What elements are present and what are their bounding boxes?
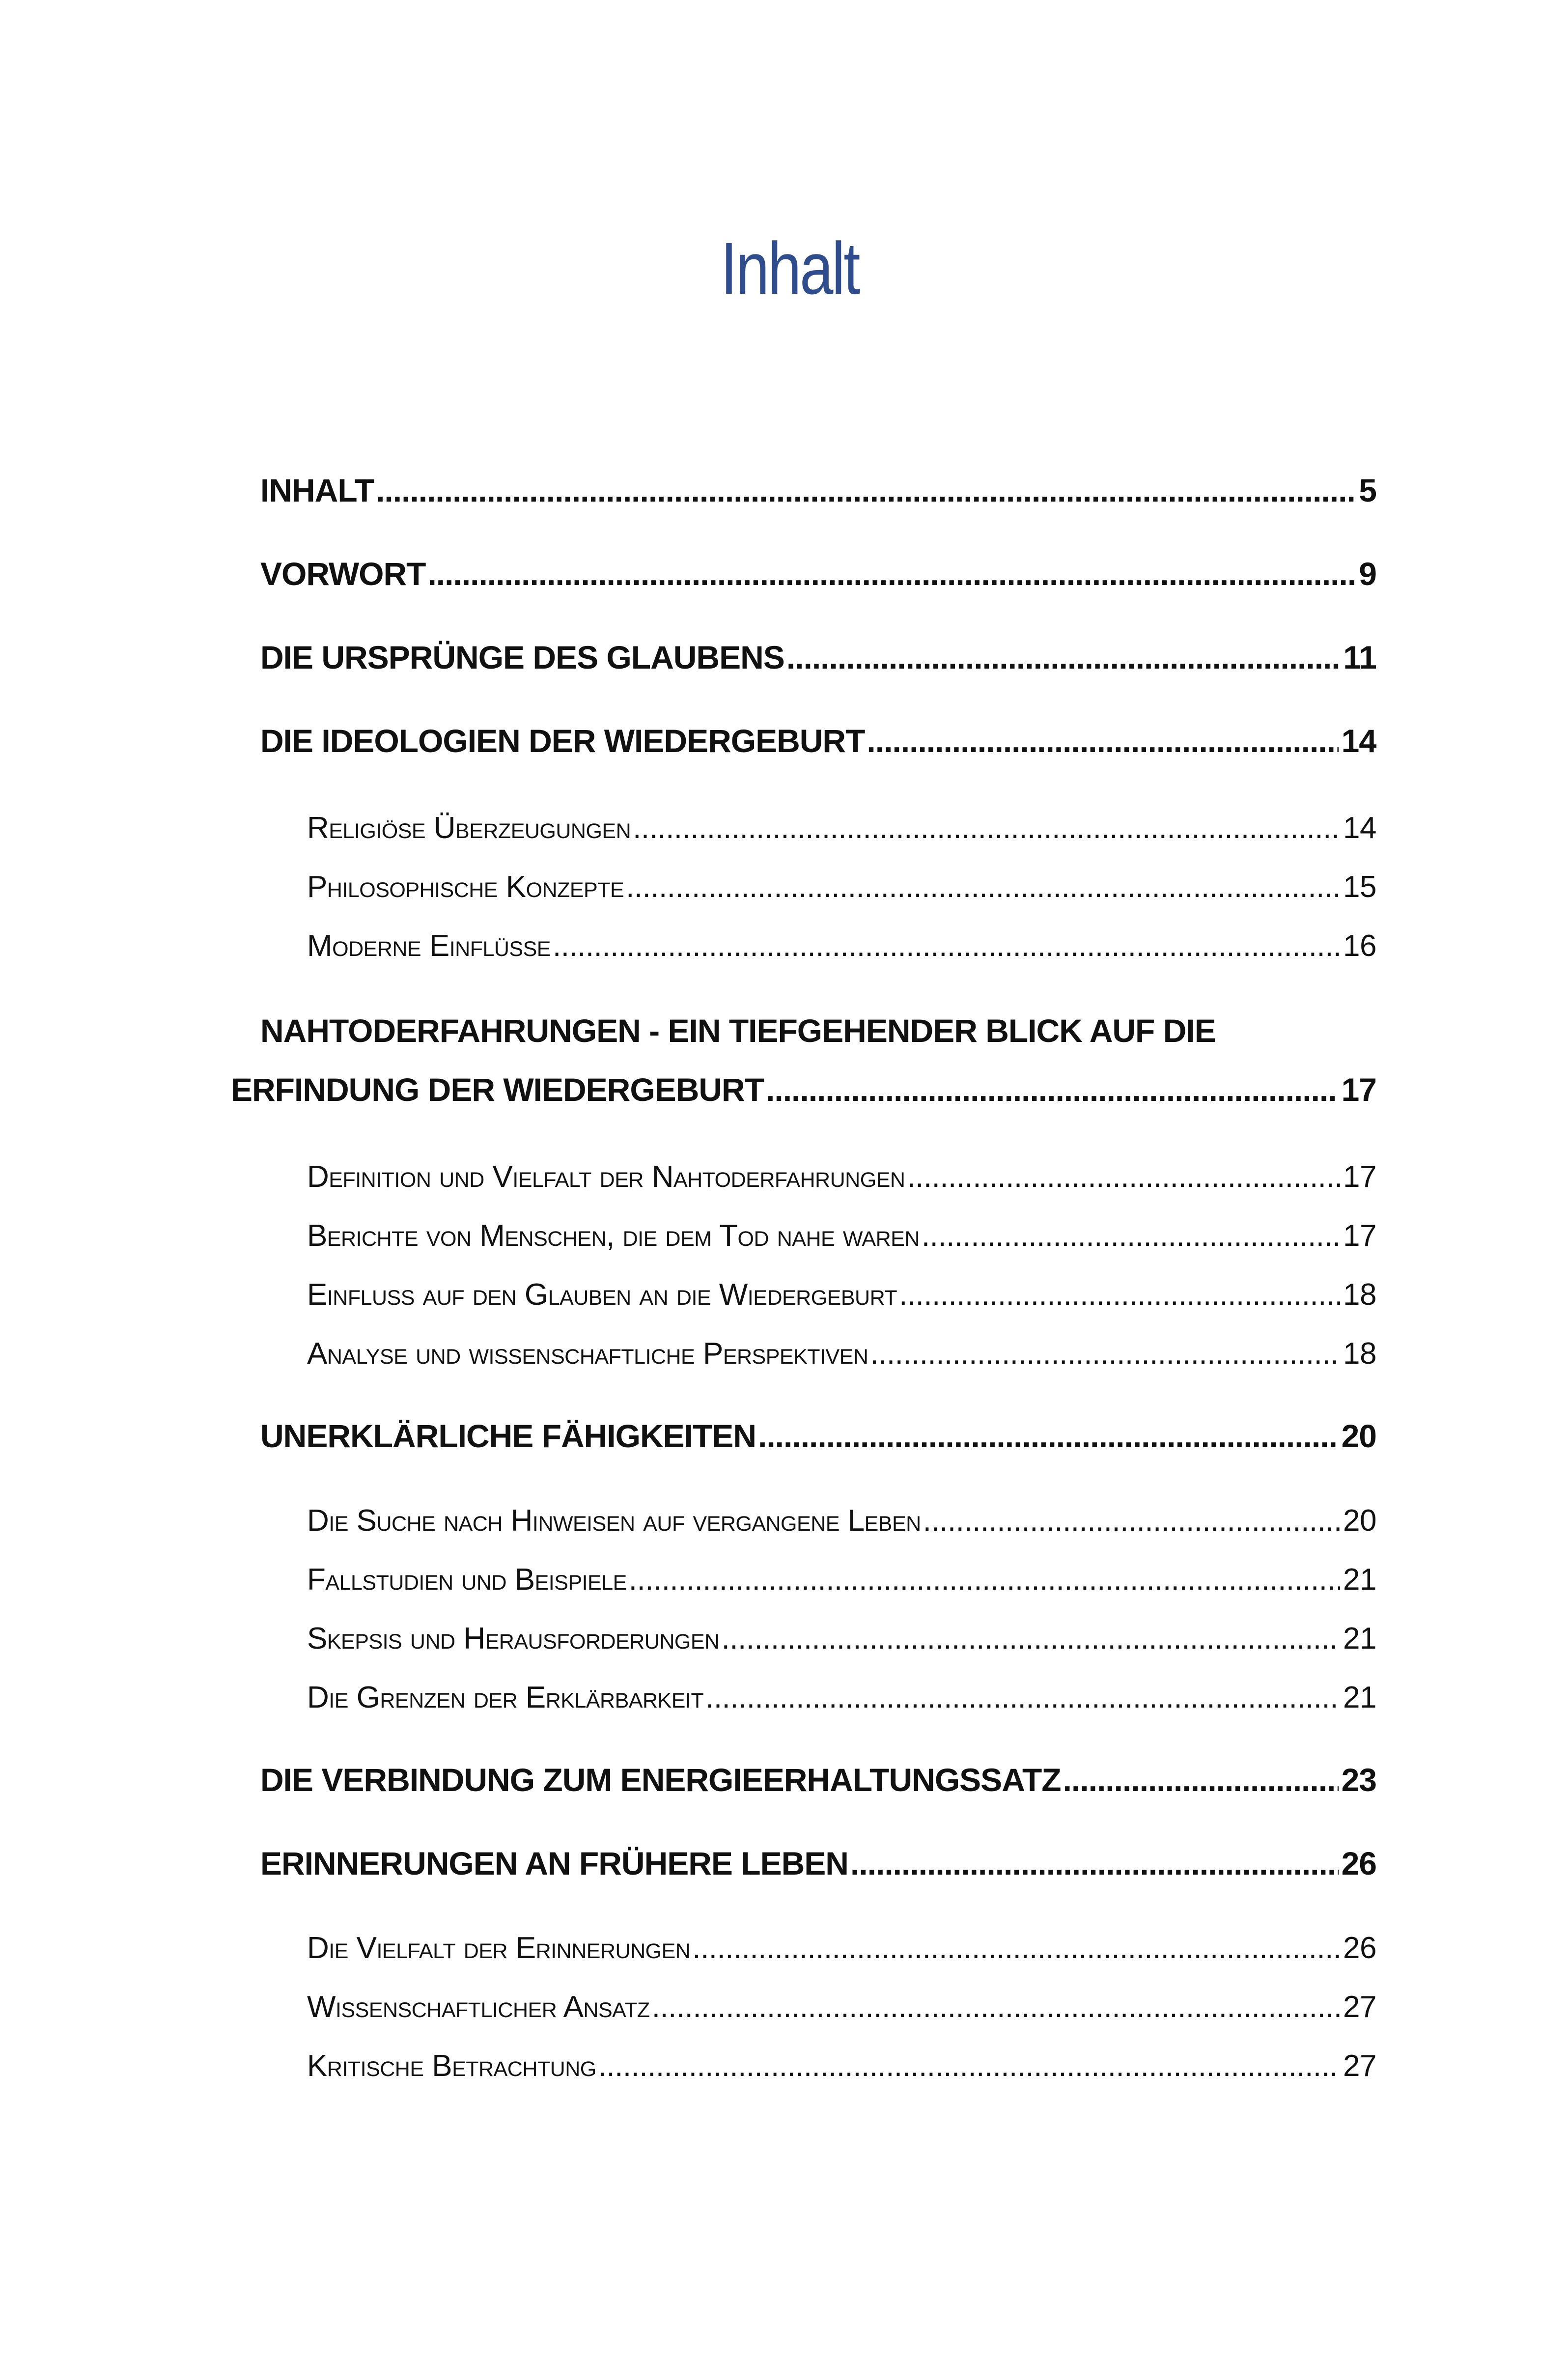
toc-entry-label: UNERKLÄRLICHE FÄHIGKEITEN: [260, 1418, 756, 1454]
toc-entry-label: Definition und Vielfalt der Nahtoderfahrungen: [307, 1160, 905, 1194]
toc-entry-label: Einfluss auf den Glauben an die Wiedergeburt: [307, 1278, 897, 1312]
toc-subentry[interactable]: [307, 1218, 1376, 1263]
toc-entry-ideologien[interactable]: [260, 722, 1376, 771]
toc-entry-urspruenge[interactable]: [260, 639, 1376, 688]
toc-subentry[interactable]: [307, 928, 1376, 973]
toc-subentry[interactable]: [307, 1277, 1376, 1321]
toc-entry-label: VORWORT: [260, 556, 426, 592]
toc-entry-nahtoderfahrungen[interactable]: [231, 1071, 1376, 1120]
toc-subentry[interactable]: [307, 1159, 1376, 1204]
dot-leader: [758, 1417, 1339, 1455]
toc-subentry[interactable]: [307, 1990, 1376, 2034]
toc-entry-label: ERINNERUNGEN AN FRÜHERE LEBEN: [260, 1845, 848, 1881]
toc-page-number: 14: [1341, 723, 1376, 759]
toc-entry-label-line1: NAHTODERFAHRUNGEN - EIN TIEFGEHENDER BLICK AUF DIE: [260, 1012, 1216, 1049]
toc-entry-label: Moderne Einflüsse: [307, 929, 551, 963]
toc-page-number: 11: [1343, 639, 1376, 675]
dot-leader: [692, 1931, 1340, 1965]
toc-subentry[interactable]: [307, 811, 1376, 855]
toc-page-number: 16: [1343, 929, 1376, 963]
toc-entry-energieerhaltungssatz[interactable]: [260, 1761, 1376, 1810]
dot-leader: [850, 1845, 1339, 1882]
toc-subentry[interactable]: [307, 1931, 1376, 1975]
toc-page-number: 21: [1343, 1563, 1376, 1597]
dot-leader: [922, 1218, 1340, 1253]
toc-page-number: 18: [1343, 1278, 1376, 1312]
toc-entry-label: Philosophische Konzepte: [307, 870, 624, 904]
dot-leader: [629, 1562, 1340, 1597]
dot-leader: [633, 811, 1340, 845]
toc-entry-label: Religiöse Überzeugungen: [307, 811, 631, 845]
toc-subentry[interactable]: [307, 1503, 1376, 1547]
toc-entry-label: DIE IDEOLOGIEN DER WIEDERGEBURT: [260, 723, 865, 759]
toc-page-number: 5: [1359, 472, 1376, 508]
dot-leader: [376, 472, 1356, 509]
toc-entry-label: Kritische Betrachtung: [307, 2049, 596, 2083]
toc-page-number: 21: [1343, 1681, 1376, 1714]
toc-subentry[interactable]: [307, 1336, 1376, 1380]
toc-entry-label: Die Suche nach Hinweisen auf vergangene Leben: [307, 1504, 921, 1538]
toc-entry-faehigkeiten[interactable]: [260, 1417, 1376, 1466]
dot-leader: [766, 1071, 1339, 1108]
dot-leader: [652, 1990, 1340, 2024]
toc-subentry[interactable]: [307, 870, 1376, 914]
toc-entry-label: Wissenschaftlicher Ansatz: [307, 1990, 650, 2024]
toc-subentry[interactable]: [307, 2049, 1376, 2093]
dot-leader: [899, 1277, 1340, 1312]
dot-leader: [626, 870, 1340, 904]
toc-entry-label: Berichte von Menschen, die dem Tod nahe waren: [307, 1219, 920, 1253]
toc-page-number: 15: [1343, 870, 1376, 904]
dot-leader: [722, 1621, 1340, 1656]
toc-page-number: 9: [1359, 556, 1376, 592]
dot-leader: [705, 1680, 1340, 1715]
toc-entry-label: Skepsis und Herausforderungen: [307, 1622, 720, 1656]
toc-subentry[interactable]: [307, 1621, 1376, 1665]
dot-leader: [786, 639, 1340, 676]
toc-page-number: 21: [1343, 1622, 1376, 1656]
toc-entry-label: Die Vielfalt der Erinnerungen: [307, 1931, 691, 1965]
toc-page-number: 20: [1341, 1418, 1376, 1454]
toc-entry-label: DIE VERBINDUNG ZUM ENERGIEERHALTUNGSSATZ: [260, 1762, 1061, 1798]
page-title: Inhalt: [720, 227, 859, 309]
dot-leader: [907, 1159, 1340, 1194]
dot-leader: [867, 722, 1338, 759]
dot-leader: [923, 1503, 1340, 1538]
toc-entry-label: Fallstudien und Beispiele: [307, 1563, 627, 1597]
toc-page-number: 17: [1341, 1071, 1376, 1108]
toc-page-number: 27: [1343, 2049, 1376, 2083]
dot-leader: [598, 2049, 1340, 2083]
toc-entry-inhalt[interactable]: [260, 472, 1376, 521]
dot-leader: [870, 1336, 1340, 1371]
toc-page-number: 17: [1343, 1219, 1376, 1253]
toc-page-number: 26: [1343, 1931, 1376, 1965]
toc-page-number: 20: [1343, 1504, 1376, 1538]
dot-leader: [553, 928, 1340, 963]
toc-subentry[interactable]: [307, 1680, 1376, 1724]
toc-entry-vorwort[interactable]: [260, 555, 1376, 604]
dot-leader: [1063, 1761, 1339, 1798]
toc-page-number: 14: [1343, 811, 1376, 845]
toc-page-number: 26: [1341, 1845, 1376, 1881]
toc-entry-label: DIE URSPRÜNGE DES GLAUBENS: [260, 639, 784, 675]
toc-page-number: 17: [1343, 1160, 1376, 1194]
toc-subentry[interactable]: [307, 1562, 1376, 1606]
toc-entry-label: Die Grenzen der Erklärbarkeit: [307, 1681, 704, 1714]
toc-entry-label: Analyse und wissenschaftliche Perspektiven: [307, 1337, 868, 1371]
dot-leader: [427, 555, 1356, 592]
toc-page-number: 23: [1341, 1762, 1376, 1798]
toc-page-number: 27: [1343, 1990, 1376, 2024]
toc-entry-label: INHALT: [260, 472, 374, 508]
toc-entry-erinnerungen[interactable]: [260, 1845, 1376, 1894]
toc-page-number: 18: [1343, 1337, 1376, 1371]
toc-entry-label: ERFINDUNG DER WIEDERGEBURT: [231, 1071, 764, 1108]
